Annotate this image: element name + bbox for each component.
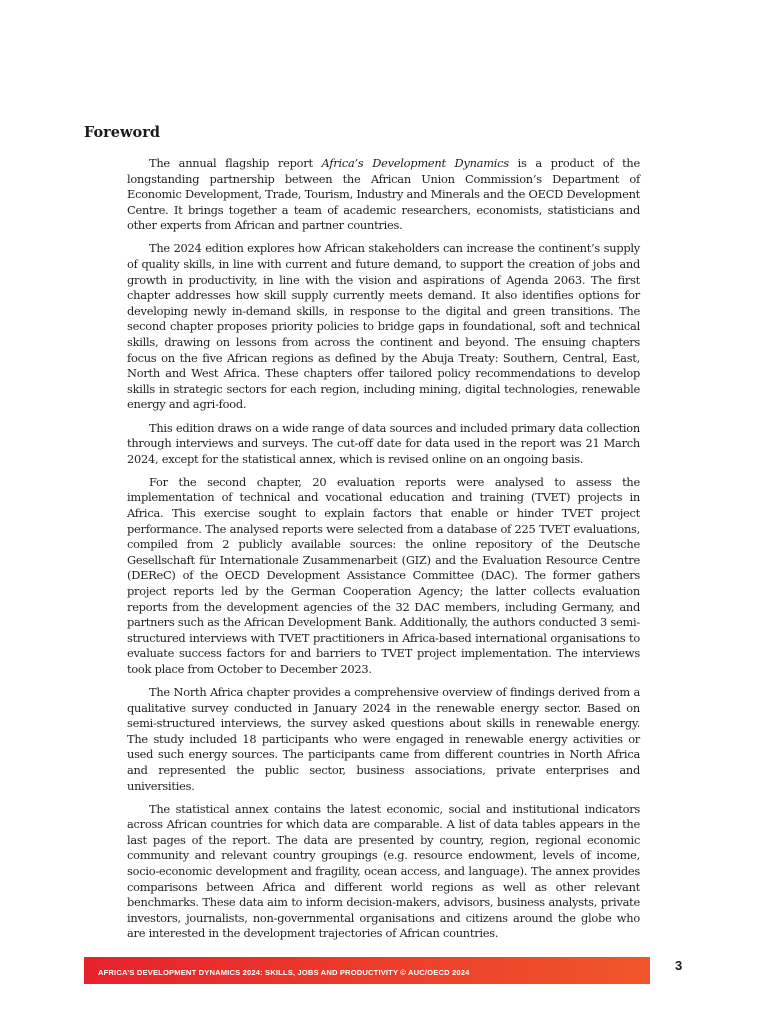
page-number: 3 xyxy=(675,958,683,973)
report-title-italic: Africa’s Development Dynamics xyxy=(321,156,509,170)
footer-bar xyxy=(84,957,650,984)
paragraph-north-africa: The North Africa chapter provides a comprehensive overview of findings derived from a qualitative survey conducted in January 2024 in the renewable energy sector. Based on semi-structured interviews, the survey asked questions about skills in renewable energy. The study included 18 participants who were engaged in renewable energy activities or used such energy sources. The participants came from different countries in North Africa and represented the public sector, business associations, private enterprises and universities. xyxy=(127,685,640,793)
paragraph-second-chapter: For the second chapter, 20 evaluation reports were analysed to assess the implementation of technical and vocational education and training (TVET) projects in Africa. This exercise sought to explain factors that enable or hinder TVET project performance. The analysed reports were selected from a database of 225 TVET evaluations, compiled from 2 publicly available sources: the online repository of the Deutsche Gesellschaft für Internationale Zusammenarbeit (GIZ) and the Evaluation Resource Centre (DEReC) of the OECD Development Assistance Committee (DAC). The former gathers project reports led by the German Cooperation Agency; the latter collects evaluation reports from the development agencies of the 32 DAC members, including Germany, and partners such as the African Development Bank. Additionally, the authors conducted 3 semi-structured interviews with TVET practitioners in Africa-based international organisations to evaluate success factors for and barriers to TVET project implementation. The interviews took place from October to December 2023. xyxy=(127,474,640,676)
footer-text: AFRICA’S DEVELOPMENT DYNAMICS 2024: SKILLS, JOBS AND PRODUCTIVITY © AUC/OECD 2024 xyxy=(98,968,470,977)
foreword-body xyxy=(127,156,640,950)
paragraph-2024-edition: The 2024 edition explores how African stakeholders can increase the continent’s supply of quality skills, in line with current and future demand, to support the creation of jobs and growth in productivity, in line with the vision and aspirations of Agenda 2063. The first chapter addresses how skill supply currently meets demand. It also identifies options for developing newly in-demand skills, in response to the digital and green transitions. The second chapter proposes priority policies to bridge gaps in foundational, soft and technical skills, drawing on lessons from across the continent and beyond. The ensuing chapters focus on the five African regions as defined by the Abuja Treaty: Southern, Central, East, North and West Africa. These chapters offer tailored policy recommendations to develop skills in strategic sectors for each region, including mining, digital technologies, renewable energy and agri-food. xyxy=(127,241,640,412)
paragraph-intro xyxy=(127,156,640,234)
paragraph-statistical-annex: The statistical annex contains the latest economic, social and institutional indicators across African countries for which data are comparable. A list of data tables appears in the last pages of the report. The data are presented by country, region, regional economic community and relevant country groupings (e.g. resource endowment, levels of income, socio-economic development and fragility, ocean access, and language). The annex provides comparisons between Africa and different world regions as well as other relevant benchmarks. These data aim to inform decision-makers, advisors, business analysts, private investors, journalists, non-governmental organisations and citizens around the globe who are interested in the development trajectories of African countries. xyxy=(127,801,640,941)
paragraph-intro-rest: is a product of the longstanding partnership between the African Union Commission’s Department of Economic Development, Trade, Tourism, Industry and Minerals and the OECD Development Centre. It brings together a team of academic researchers, economists, statisticians and other experts from African and partner countries. xyxy=(127,156,641,233)
paragraph-data-sources: This edition draws on a wide range of data sources and included primary data collection through interviews and surveys. The cut-off date for data used in the report was 21 March 2024, except for the statistical annex, which is revised online on an ongoing basis. xyxy=(127,420,640,466)
page-title: Foreword xyxy=(84,124,160,141)
paragraph-intro-lead: The annual flagship report xyxy=(149,156,322,170)
